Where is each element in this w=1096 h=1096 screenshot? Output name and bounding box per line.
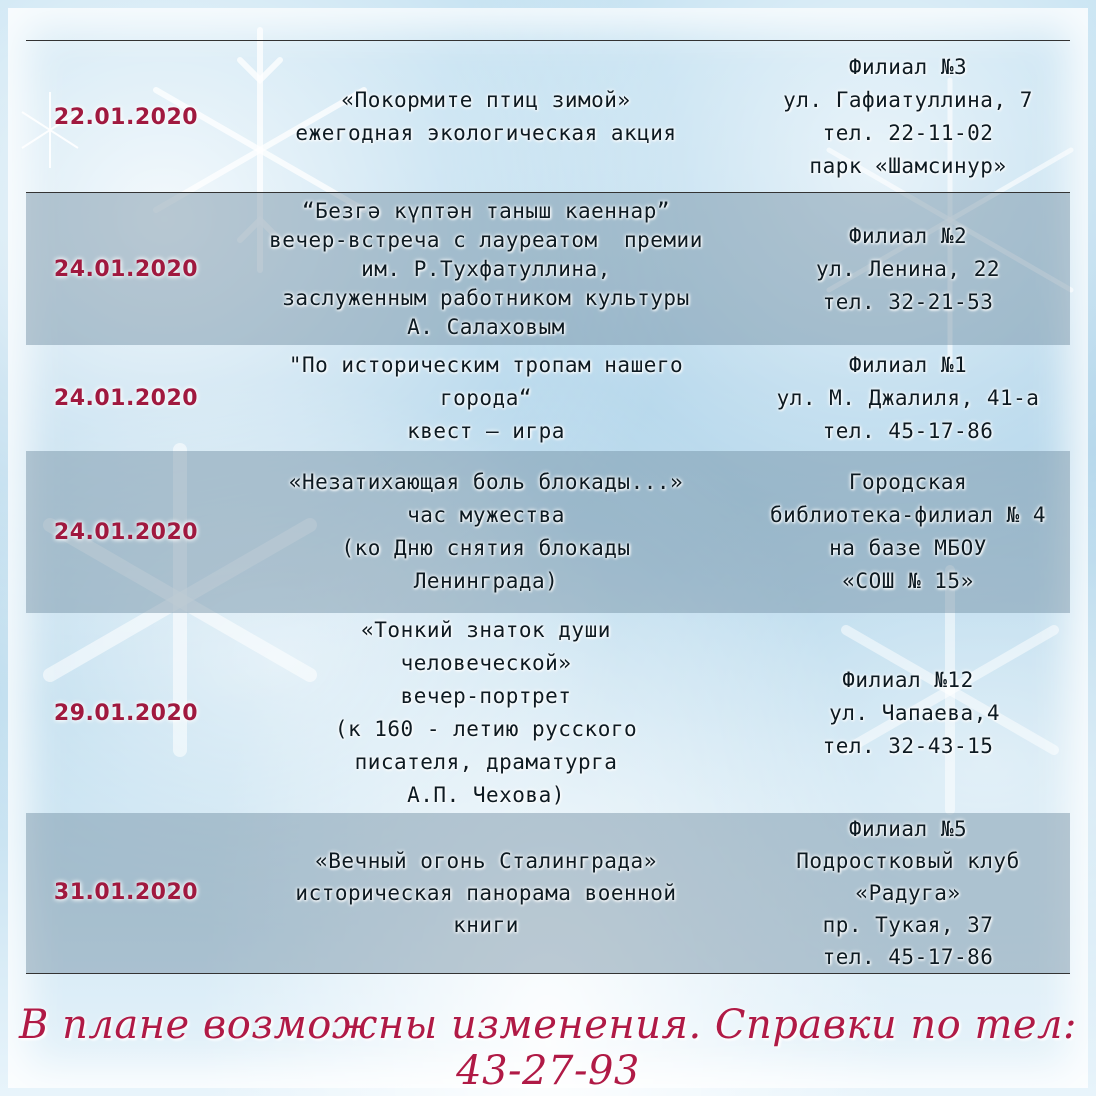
event-text-line: А.П. Чехова) (407, 783, 565, 807)
event-description (226, 84, 746, 150)
table-row (26, 345, 1070, 451)
event-date: 31.01.2020 (53, 880, 199, 905)
venue-text-line: тел. 32-21-53 (822, 289, 994, 314)
venue-text-line: пр. Тукая, 37 (822, 913, 994, 937)
venue-text-line: Филиал №5 (848, 817, 968, 841)
event-date: 22.01.2020 (53, 104, 199, 130)
venue-text-line: «СОШ № 15» (842, 569, 974, 593)
event-description (226, 845, 746, 941)
event-text-line: им. Р.Тухфатуллина, (361, 256, 611, 281)
venue-text-line: Филиал №12 (842, 667, 974, 692)
event-venue (746, 466, 1070, 598)
event-venue (746, 813, 1070, 973)
event-venue (746, 664, 1070, 763)
venue-text-line: тел. 45-17-86 (822, 418, 994, 443)
venue-text-line: тел. 45-17-86 (822, 945, 994, 969)
event-date: 24.01.2020 (53, 385, 199, 411)
event-text-line: (к 160 - летию русского (334, 717, 638, 741)
event-text-line: историческая панорама военной (295, 881, 677, 905)
event-venue (746, 51, 1070, 183)
venue-text-line: Подростковый клуб (796, 849, 1020, 873)
event-description (226, 349, 746, 448)
event-text-line: “Безгә күптән таныш каеннар” (301, 198, 670, 223)
event-text-line: А. Салаховым (407, 314, 565, 339)
event-venue (746, 349, 1070, 448)
table-row (26, 813, 1070, 974)
venue-text-line: Филиал №2 (848, 223, 968, 248)
event-date: 29.01.2020 (53, 700, 199, 726)
event-text-line: города“ (439, 385, 532, 410)
event-text-line: "По историческим тропам нашего (288, 352, 684, 377)
table-row (26, 192, 1070, 345)
event-text-line: писателя, драматурга (354, 750, 618, 774)
event-text-line: заслуженным работником культуры (282, 285, 690, 310)
venue-text-line: ул. Гафиатуллина, 7 (783, 88, 1033, 112)
event-text-line: Ленинграда) (413, 569, 559, 593)
event-text-line: квест – игра (407, 418, 565, 443)
venue-text-line: тел. 22-11-02 (822, 121, 994, 145)
table-row (26, 451, 1070, 613)
event-text-line: человеческой» (400, 651, 572, 675)
venue-text-line: Филиал №3 (848, 55, 968, 79)
venue-text-line: Городская (848, 470, 968, 494)
table-top-rule (26, 40, 1070, 41)
event-date: 24.01.2020 (53, 519, 199, 545)
venue-text-line: тел. 32-43-15 (822, 733, 994, 758)
event-text-line: «Незатихающая боль блокады...» (288, 470, 684, 494)
venue-text-line: Филиал №1 (848, 352, 968, 377)
event-text-line: «Вечный огонь Сталинграда» (315, 849, 657, 873)
event-text-line: вечер-встреча с лауреатом премии (269, 227, 703, 252)
event-text-line: «Тонкий знаток души (361, 618, 611, 642)
event-date: 24.01.2020 (53, 256, 199, 282)
table-row (26, 42, 1070, 192)
venue-text-line: «Радуга» (855, 881, 961, 905)
venue-text-line: ул. Чапаева,4 (815, 700, 1000, 725)
footer-note: В плане возможны изменения. Справки по тел: 43-27-93 (19, 1002, 1077, 1094)
venue-text-line: на базе МБОУ (829, 536, 987, 560)
event-description (226, 197, 746, 342)
event-description (226, 614, 746, 812)
event-text-line: ежегодная экологическая акция (295, 121, 677, 145)
event-venue (746, 220, 1070, 319)
table-row (26, 613, 1070, 813)
venue-text-line: ул. Ленина, 22 (815, 256, 1000, 281)
event-text-line: книги (453, 913, 519, 937)
event-text-line: «Покормите птиц зимой» (341, 88, 631, 112)
event-text-line: вечер-портрет (400, 684, 572, 708)
event-description (226, 466, 746, 598)
event-text-line: (ко Дню снятия блокады (341, 536, 631, 560)
venue-text-line: библиотека-филиал № 4 (769, 503, 1046, 527)
venue-text-line: ул. М. Джалиля, 41-а (776, 385, 1040, 410)
venue-text-line: парк «Шамсинур» (809, 154, 1007, 178)
event-text-line: час мужества (407, 503, 565, 527)
